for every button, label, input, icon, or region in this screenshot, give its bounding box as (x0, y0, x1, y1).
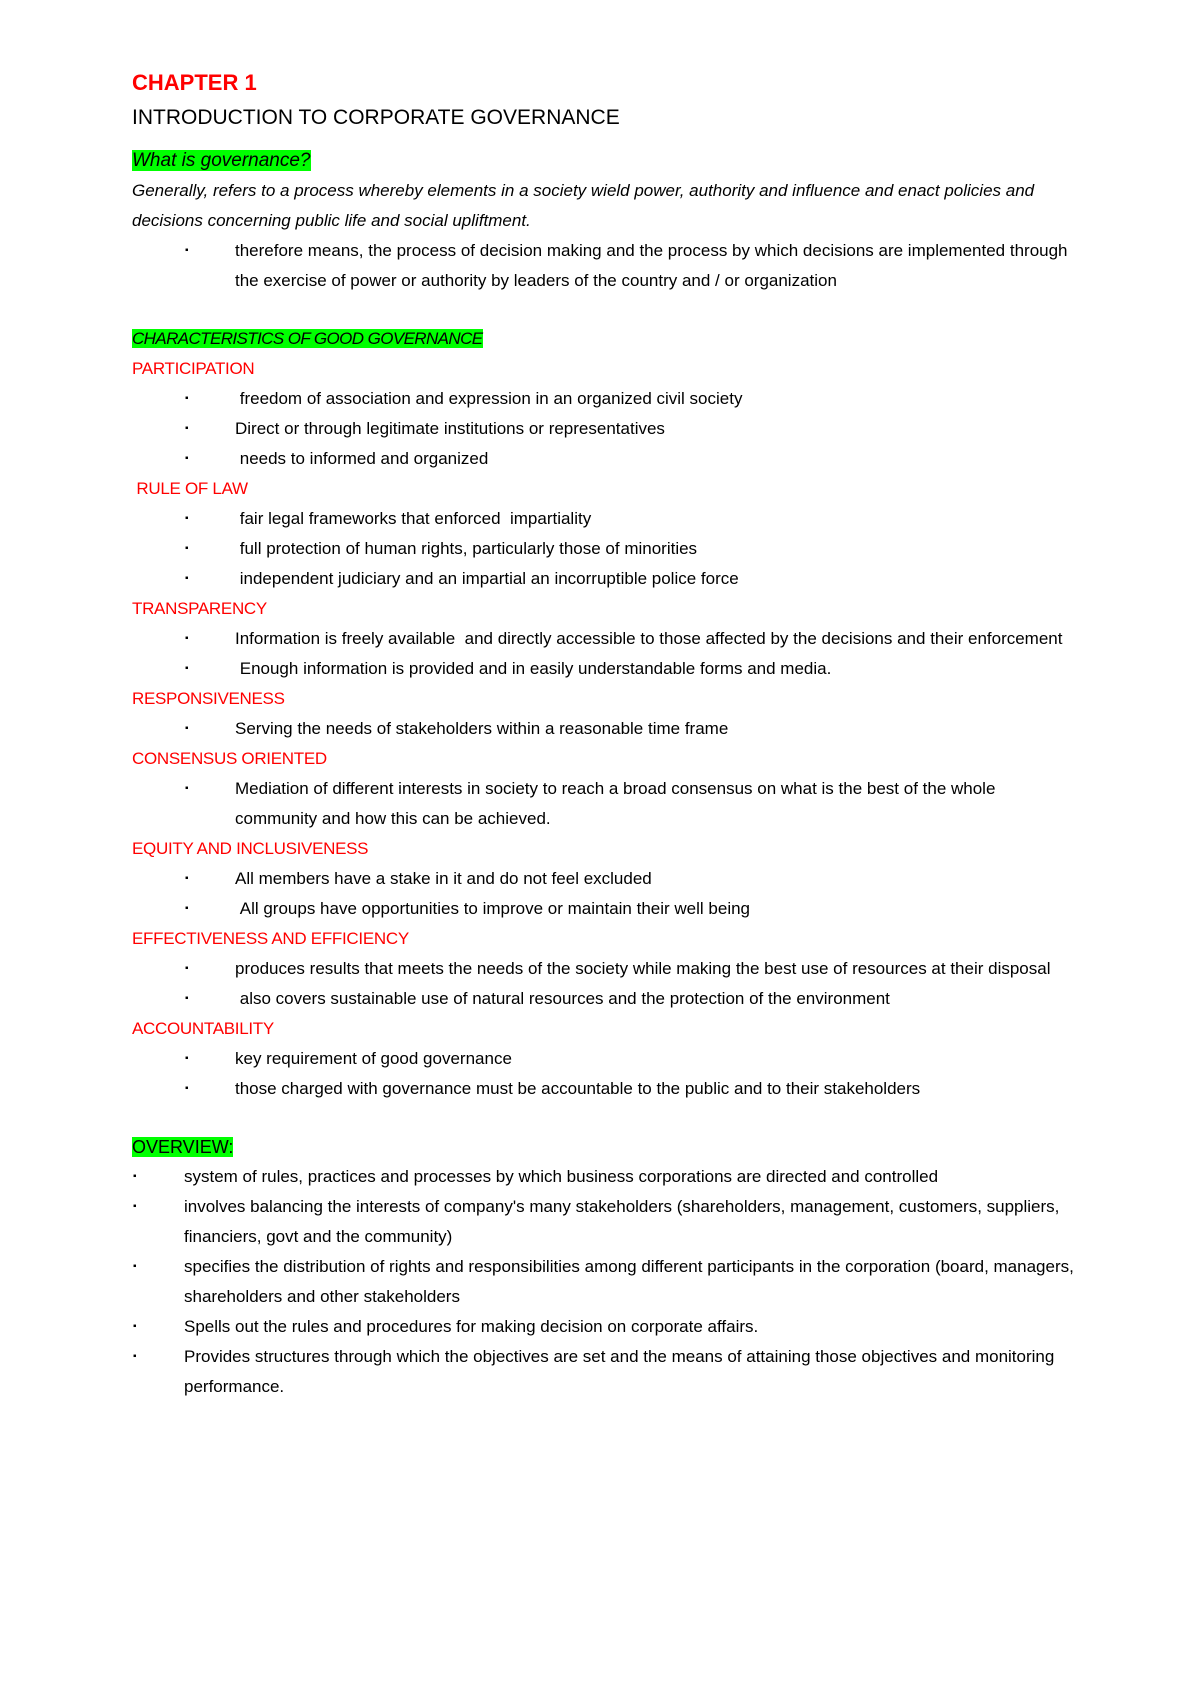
characteristic-bullet-list (132, 624, 1082, 684)
list-item (185, 1044, 1082, 1074)
bullet-icon: ▪ (185, 423, 189, 434)
list-item-text: Direct or through legitimate institutions or representatives (235, 419, 665, 438)
bullet-icon: ▪ (185, 783, 189, 794)
list-item (185, 414, 1082, 444)
list-item-text: All groups have opportunities to improve or maintain their well being (235, 899, 751, 918)
list-item-text: those charged with governance must be accountable to the public and to their stakeholders (235, 1079, 921, 1098)
characteristic-title: EFFECTIVENESS AND EFFICIENCY (132, 929, 409, 948)
bullet-icon: ▪ (133, 1351, 137, 1362)
list-item-text: independent judiciary and an impartial an incorruptible police force (235, 569, 739, 588)
characteristic-bullet-list (132, 504, 1082, 594)
bullet-icon: ▪ (133, 1201, 137, 1212)
list-item-text: Provides structures through which the objectives are set and the means of attaining those objectives and monitoring performance. (184, 1347, 1055, 1396)
list-item-text: full protection of human rights, particularly those of minorities (235, 539, 698, 558)
bullet-icon: ▪ (185, 663, 189, 674)
characteristic-bullet-list (132, 864, 1082, 924)
bullet-icon: ▪ (185, 1053, 189, 1064)
list-item (133, 1312, 1082, 1342)
governance-bullet-list (132, 236, 1082, 296)
list-item-text: produces results that meets the needs of the society while making the best use of resources at their disposal (235, 959, 1051, 978)
list-item-text: system of rules, practices and processes by which business corporations are directed and controlled (184, 1167, 939, 1186)
list-item (185, 984, 1082, 1014)
characteristic-title: CONSENSUS ORIENTED (132, 749, 327, 768)
characteristic-title: TRANSPARENCY (132, 599, 267, 618)
chapter-title: INTRODUCTION TO CORPORATE GOVERNANCE (132, 106, 620, 129)
list-item (185, 654, 1082, 684)
list-item (185, 714, 1082, 744)
characteristic-bullet-list (132, 954, 1082, 1014)
list-item (185, 384, 1082, 414)
list-item-text: specifies the distribution of rights and responsibilities among different participants in the corporation (board, managers, shareholders and other stakeholders (184, 1257, 1074, 1306)
list-item (185, 894, 1082, 924)
list-item-text: also covers sustainable use of natural resources and the protection of the environment (235, 989, 890, 1008)
list-item (185, 534, 1082, 564)
list-item (133, 1162, 1082, 1192)
list-item (185, 774, 1082, 834)
bullet-icon: ▪ (185, 393, 189, 404)
characteristic-title: ACCOUNTABILITY (132, 1019, 274, 1038)
characteristics-heading (132, 324, 1082, 354)
governance-heading (132, 146, 1082, 176)
characteristic-bullet-list (132, 774, 1082, 834)
list-item (133, 1342, 1082, 1402)
list-item-text: Information is freely available and directly accessible to those affected by the decisions and their enforcement (235, 629, 1063, 648)
list-item-text: key requirement of good governance (235, 1049, 512, 1068)
characteristics-sections (132, 354, 1082, 1104)
bullet-icon: ▪ (185, 903, 189, 914)
list-item-text: Spells out the rules and procedures for making decision on corporate affairs. (184, 1317, 759, 1336)
list-item (185, 564, 1082, 594)
bullet-icon: ▪ (133, 1171, 137, 1182)
bullet-icon: ▪ (185, 873, 189, 884)
bullet-icon: ▪ (185, 1083, 189, 1094)
characteristic-title: RULE OF LAW (132, 479, 248, 498)
overview-bullet-list (132, 1162, 1082, 1402)
list-item (185, 1074, 1082, 1104)
characteristic-bullet-list (132, 1044, 1082, 1104)
bullet-icon: ▪ (185, 633, 189, 644)
list-item (185, 504, 1082, 534)
list-item (185, 444, 1082, 474)
list-item (133, 1252, 1082, 1312)
list-item-text: needs to informed and organized (235, 449, 489, 468)
list-item (185, 236, 1082, 296)
characteristic-bullet-list (132, 714, 1082, 744)
chapter-label: CHAPTER 1 (132, 70, 257, 95)
bullet-icon: ▪ (133, 1321, 137, 1332)
characteristic-bullet-list (132, 384, 1082, 474)
list-item (185, 954, 1082, 984)
overview-heading (132, 1132, 1082, 1162)
overview-heading-text: OVERVIEW: (132, 1137, 234, 1157)
list-item-text: therefore means, the process of decision making and the process by which decisions are implemented through the exercise of power or authority by leaders of the country and / or organization (235, 241, 1068, 290)
governance-heading-text: What is governance? (132, 150, 311, 171)
bullet-icon: ▪ (185, 245, 189, 256)
bullet-icon: ▪ (185, 723, 189, 734)
list-item-text: involves balancing the interests of company's many stakeholders (shareholders, management, customers, suppliers, financiers, govt and the community) (184, 1197, 1060, 1246)
bullet-icon: ▪ (185, 963, 189, 974)
characteristics-heading-text: CHARACTERISTICS OF GOOD GOVERNANCE (132, 329, 483, 348)
list-item (185, 864, 1082, 894)
characteristic-title: EQUITY AND INCLUSIVENESS (132, 839, 369, 858)
bullet-icon: ▪ (185, 543, 189, 554)
list-item-text: All members have a stake in it and do not feel excluded (235, 869, 652, 888)
bullet-icon: ▪ (133, 1261, 137, 1272)
list-item-text: Enough information is provided and in easily understandable forms and media. (235, 659, 832, 678)
characteristic-title: RESPONSIVENESS (132, 689, 285, 708)
document-page (132, 66, 1082, 1402)
list-item-text: freedom of association and expression in an organized civil society (235, 389, 743, 408)
list-item-text: fair legal frameworks that enforced impartiality (235, 509, 592, 528)
list-item-text: Mediation of different interests in society to reach a broad consensus on what is the best of the whole community and how this can be achieved. (235, 779, 1001, 828)
bullet-icon: ▪ (185, 513, 189, 524)
list-item (133, 1192, 1082, 1252)
bullet-icon: ▪ (185, 453, 189, 464)
list-item (185, 624, 1082, 654)
characteristic-title: PARTICIPATION (132, 359, 255, 378)
governance-definition: Generally, refers to a process whereby elements in a society wield power, authority and influence and enact policies and decisions concerning public life and social upliftment. (132, 181, 1035, 230)
bullet-icon: ▪ (185, 993, 189, 1004)
bullet-icon: ▪ (185, 573, 189, 584)
list-item-text: Serving the needs of stakeholders within a reasonable time frame (235, 719, 729, 738)
